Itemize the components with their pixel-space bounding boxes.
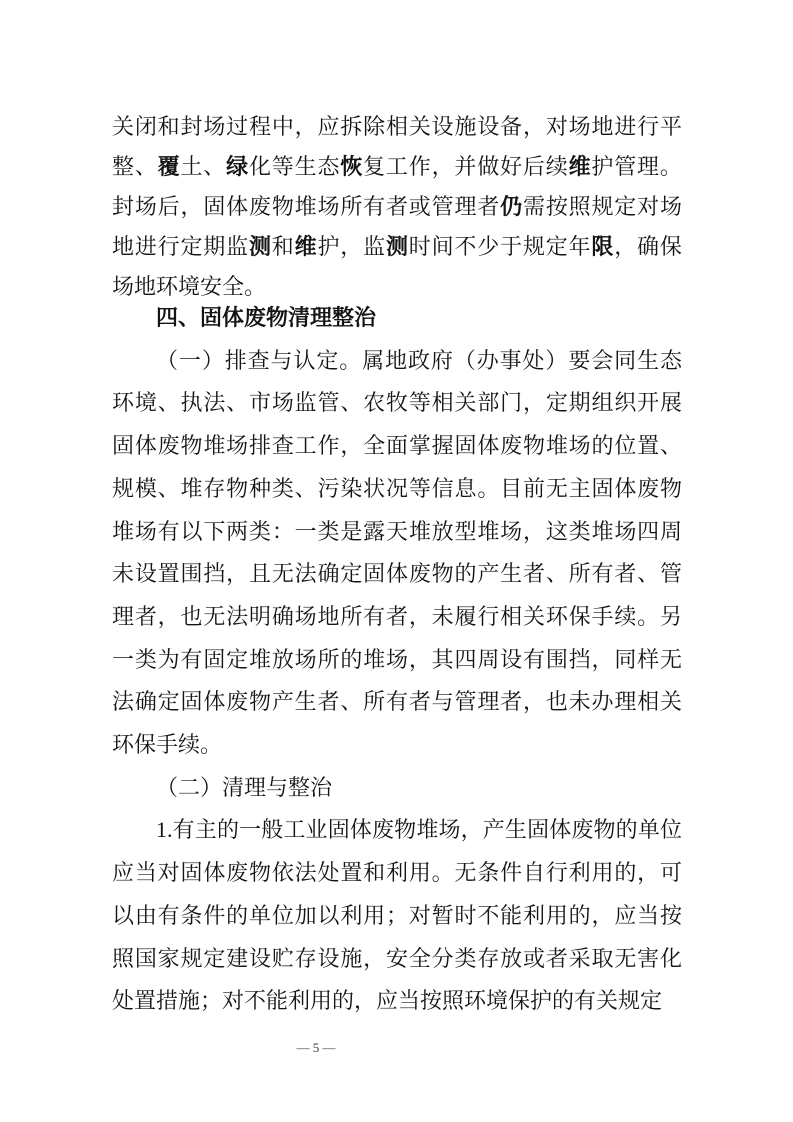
text-run-bold: 维 — [568, 154, 592, 179]
page-number: — 5 — — [296, 1040, 336, 1055]
text-run: 护管理。封场后，固体废物堆场所有者或管理者 — [112, 154, 682, 219]
document-body — [112, 107, 682, 1023]
section-heading-4: 四、固体废物清理整治 — [156, 305, 377, 330]
text-run: 护，监 — [317, 234, 386, 259]
text-run: 需按照规定对场地进行定期监 — [112, 194, 682, 259]
subsection-1-text: 属地政府（办事处）要会同生态环境、执法、市场监管、农牧等相关部门，定期组织开展固体废物堆场排查工作，全面掌握固体废物堆场的位置、规模、堆存物种类、污染状况等信息。目前无主固体废物堆场有以下两类：一类是露天堆放型堆场，这类堆场四周未设置围挡，且无法确定固体废物的产生者、所有者、管理者，也无法明确场地所有者，未履行相关环保手续。另一类为有固定堆放场所的堆场，其四周设有围挡，同样无法确定固体废物产生者、所有者与管理者，也未办理相关环保手续。 — [112, 347, 682, 758]
text-run: 土、 — [180, 154, 227, 179]
paragraph-subsection-1 — [112, 340, 682, 767]
item-1-text: 有主的一般工业固体废物堆场，产生固体废物的单位应当对固体废物依法处置和利用。无条件自行利用的，可以由有条件的单位加以利用；对暂时不能利用的，应当按照国家规定建设贮存设施，安全分类存放或者采取无害化处置措施；对不能利用的，应当按照环境保护的有关规定 — [112, 817, 682, 1014]
text-run: ，确保场地环境安全。 — [112, 234, 682, 299]
subsection-2-heading: （二）清理与整治 — [156, 774, 333, 800]
text-run-bold: 仍 — [500, 194, 523, 219]
text-run-bold: 维 — [294, 234, 318, 259]
text-run-bold: 测 — [385, 234, 409, 259]
item-1-label: 1. — [156, 817, 173, 843]
text-run: 复工作，并做好后续 — [363, 154, 569, 179]
text-run: 时间不少于规定年 — [408, 234, 592, 259]
text-run: 化等生态 — [248, 154, 341, 179]
text-run-bold: 恢 — [340, 154, 364, 179]
paragraph-closure-continuation — [112, 107, 682, 307]
subsection-1-inline-heading: （一）排查与认定。 — [156, 347, 363, 373]
text-run: 和 — [271, 234, 295, 259]
paragraph-subsection-2-item-1 — [112, 809, 682, 1023]
text-run-bold: 绿 — [226, 154, 249, 179]
text-run-bold: 覆 — [157, 154, 181, 179]
text-run-bold: 测 — [248, 234, 272, 259]
text-run-bold: 限 — [591, 234, 615, 259]
text-run: 关闭和封场过程中，应拆除相关设施设备，对场地进行平整、 — [112, 114, 682, 179]
